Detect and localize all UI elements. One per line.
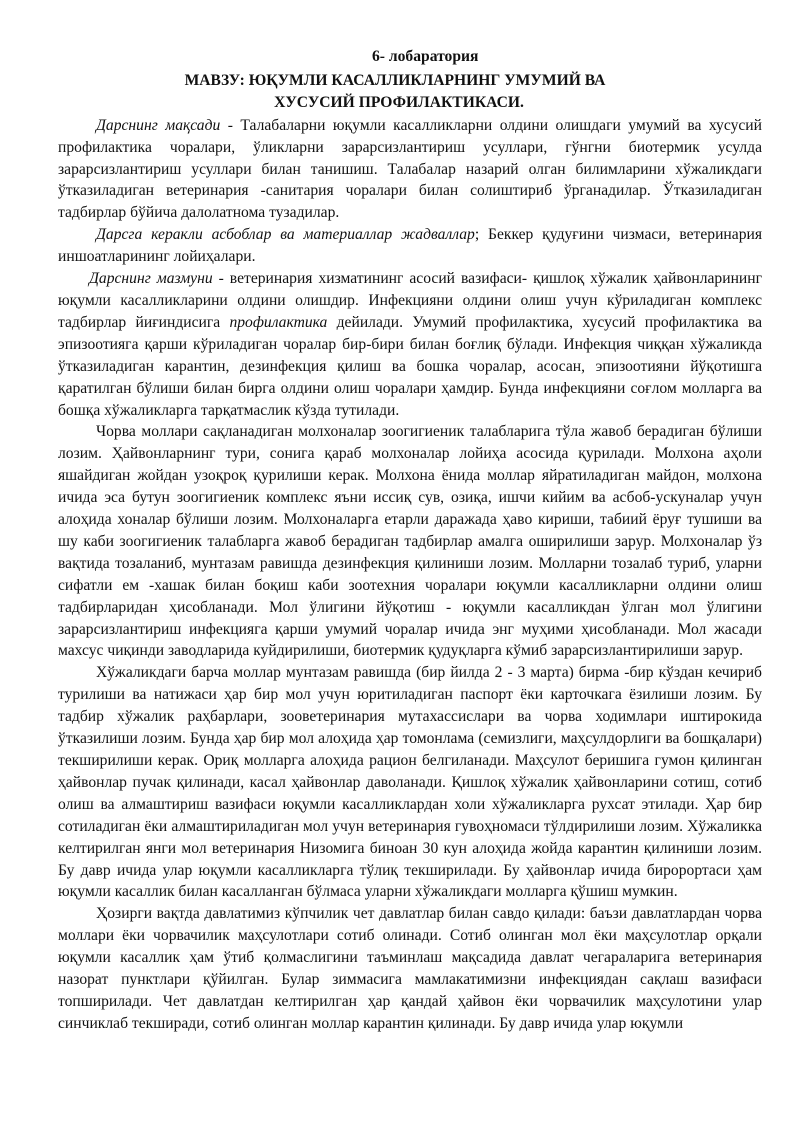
lab-number: 6- лобаратория [372, 48, 479, 65]
materials-label: Дарсга керакли асбоблар ва материаллар жадваллар [96, 226, 475, 244]
lesson-goal-text: - Талабаларни юқумли касалликларни олдини олишдаги умумий ва хусусий профилактика чоралари, ўликларни зарарсизлантириш усуллари, гўнгни биотермик усулда зарарсизлантириш усуллари билан танишиш. Талабалар назарий олган билимларини хўжаликдаги ўтказиладиган ветеринария -санитария чоралари билан солиштириб ўрганадилар. Ўтказиладиган тадбирлар бўйича далолатнома тузадилар. [58, 116, 762, 222]
paragraph-lesson-content [58, 268, 762, 421]
paragraph-trade: Ҳозирги вақтда давлатимиз кўпчилик чет давлатлар билан савдо қилади: баъзи давлатлардан чорва моллари ёки чорвачилик маҳсулотлари сотиб олинади. Сотиб олинган мол ёки маҳсулотлар орқали юқумли касаллик ҳам ўтиб қолмаслигини таъминлаш мақсадида давлат чегараларига ветеринария назорат пунктлари қўйилган. Булар зиммасига мамлакатимизни инфекциядан сақлаш вазифаси топширилади. Чет давлатдан келтирилган ҳар қандай ҳайвон ёки чорвачилик маҳсулотини улар синчиклаб текширади, сотиб олинган моллар карантин қилинади. Бу давр ичида улар юқумли [58, 905, 762, 1032]
paragraph-inspection: Хўжаликдаги барча моллар мунтазам равишда (бир йилда 2 - 3 марта) бирма -бир кўздан кечириб турилиши ва натижаси ҳар бир мол учун юритиладиган паспорт ёки карточкага ёзилиши лозим. Бу тадбир хўжалик раҳбарлари, зооветеринария мутахассислари ва чорва ходимлари иштирокида ўтказилиши лозим. Бунда ҳар бир мол алоҳида ҳар томонлама (семизлиги, маҳсулдорлиги ва бошқалари) текширилиши керак. Ориқ молларга алоҳида рацион белгиланади. Маҳсулот беришига гумон қилинган ҳайвонлар пучак қилинади, касал ҳайвонлар даволанади. Қишлоқ хўжалик ҳайвонларини сотиш, сотиб олиш ва алмаштириш вазифаси юқумли касалликлардан холи хўжаликларга рухсат этилади. Ҳар бир сотиладиган ёки алмаштириладиган мол учун ветеринария гувоҳномаси тўлдирилиши лозим. Хўжаликка келтирилган янги мол ветеринария Низомига биноан 30 кун алоҳида жойда карантин қилиниши лозим. Бу давр ичида улар юқумли касалликларга тўлиқ текширилади. Бу ҳайвонлар ичида биророртаси ҳам юқумли касаллик билан касалланган бўлмаса уларни хўжаликдаги молларга қўшиш мумкин. [58, 664, 762, 901]
title-line-2: ХУСУСИЙ ПРОФИЛАКТИКАСИ. [274, 93, 524, 111]
prophylaxis-term: профилактика [229, 313, 328, 331]
paragraph-materials [58, 224, 762, 268]
lesson-content-text-b: дейилади. Умумий профилактика, хусусий профилактика ва эпизоотияга қарши кўриладиган чоралар бир-бири билан боғлиқ бўлади. Инфекция чиққан хўжаликда ўтказиладиган карантин, дезинфекция қилиш ва бошка чоралар, асосан, эпизоотияни йўқотишга қаратилган бўлиши билан бирга олдини олиш чоралари ҳамдир. Бунда инфекцияни соғлом молларга ва бошқа хўжаликларга тарқатмаслик кўзда тутилади. [58, 313, 762, 419]
title-line-1: МАВЗУ: ЮҚУМЛИ КАСАЛЛИКЛАРНИНГ УМУМИЙ ВА [184, 71, 606, 89]
paragraph-barns: Чорва моллари сақланадиган молхоналар зоогигиеник талабларига тўла жавоб берадиган бўлиши лозим. Ҳайвонларнинг тури, сонига қараб молхоналар лойиҳа асосида қурилади. Молхона аҳоли яшайдиган жойдан узоқроқ қурилиши керак. Молхона ёнида моллар яйратиладиган майдон, молхона ичида эса бутун зоогигиеник комплекс яъни иссиқ сув, озиқа, ишчи кийим ва асбоб-ускуналар учун алоҳида хоналар бўлиши лозим. Молхоналарга етарли даражада ҳаво кириши, табиий ёруғ тушиши ва шу каби зоогигиеник талабларга жавоб берадиган тадбирлар амалга оширилиши зарур. Молхоналар ўз вақтида тозаланиб, мунтазам равишда дезинфекция қилиниши лозим. Молларни тозалаб туриб, уларни сифатли ем -хашак билан боқиш каби зоотехния чоралари юқумли касалликларни олдини олиш тадбирларидан ҳисобланади. Мол ўлигини йўқотиш - юқумли касалликдан ўлган мол ўлигини зарарсизлантириш инфекцияга қарши умумий чоралар ичида энг муҳими ҳисобланади. Мол жасади махсус чиқинди заводларида куйдирилиши, биотермик қудуқларга кўмиб зарарсизлантирилиши зарур. [58, 423, 762, 660]
lesson-content-label: Дарснинг мазмуни [89, 270, 213, 288]
materials-text: ; Беккер қудуғини чизмаси, ветеринария иншоатларининг лойиҳалари. [58, 226, 763, 266]
lesson-content-text-a: - ветеринария хизматининг асосий вазифаси- қишлоқ хўжалик ҳайвонларининг юқумли касалликларини олдини олишдир. Инфекцияни олдини олиш учун кўриладиган комплекс тадбирлар йиғиндисига [58, 270, 763, 331]
paragraph-lesson-goal [58, 115, 762, 225]
lesson-goal-label: Дарснинг мақсади [96, 116, 221, 134]
